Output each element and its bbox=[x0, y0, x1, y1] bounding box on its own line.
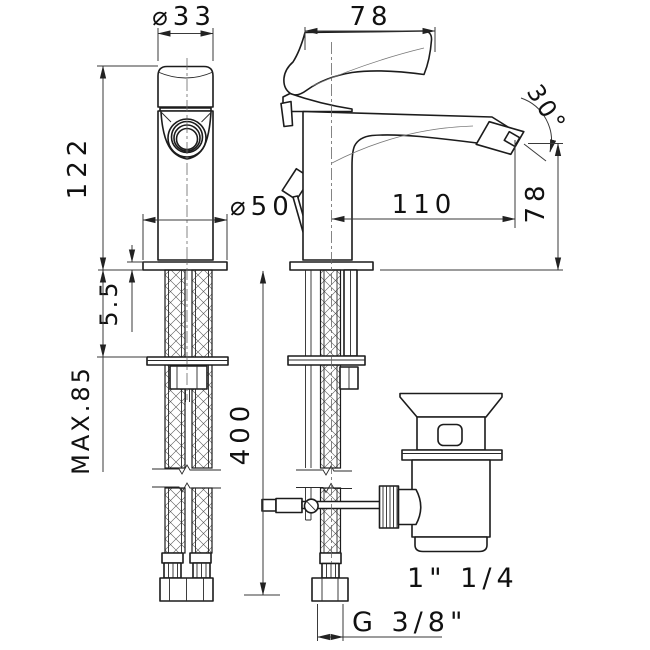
waste-plug-flange bbox=[400, 394, 502, 418]
dim-spout-height: 78 bbox=[521, 180, 551, 224]
waste-mid-flange bbox=[402, 450, 502, 460]
dim-hose-length: 400 bbox=[226, 400, 256, 466]
waste-tail bbox=[415, 537, 487, 552]
side-lever bbox=[284, 31, 432, 95]
dim-handle-diameter: ⌀33 bbox=[152, 2, 216, 32]
dim-height-to-spout: 122 bbox=[63, 134, 93, 200]
dim-waste-thread: 1" 1/4 bbox=[407, 563, 519, 594]
dim-handle-length: 78 bbox=[349, 2, 393, 32]
front-view bbox=[143, 58, 228, 601]
side-lever-base bbox=[283, 94, 352, 112]
front-handle-cap bbox=[158, 67, 213, 108]
dim-base-diameter: ⌀50 bbox=[230, 192, 294, 222]
front-hoses bbox=[147, 270, 228, 601]
dim-base-plate-thickness: 5.5 bbox=[95, 279, 123, 327]
side-mounting-washer bbox=[288, 356, 365, 365]
dim-max-deck-thickness: MAX.85 bbox=[67, 365, 95, 475]
dimensions bbox=[63, 2, 572, 641]
dim-spout-reach: 110 bbox=[391, 190, 457, 220]
waste-lower-body bbox=[412, 460, 490, 537]
dim-supply-thread: G 3/8" bbox=[352, 607, 468, 638]
front-mounting-washer bbox=[147, 357, 228, 365]
side-hex-nut bbox=[312, 578, 348, 601]
front-base-plate bbox=[143, 262, 227, 270]
waste-side-knob bbox=[380, 486, 421, 528]
side-undercounter bbox=[262, 270, 380, 601]
waste-valve bbox=[380, 394, 503, 552]
dim-spray-angle: 30° bbox=[520, 79, 573, 138]
front-mounting-nut bbox=[170, 366, 207, 389]
